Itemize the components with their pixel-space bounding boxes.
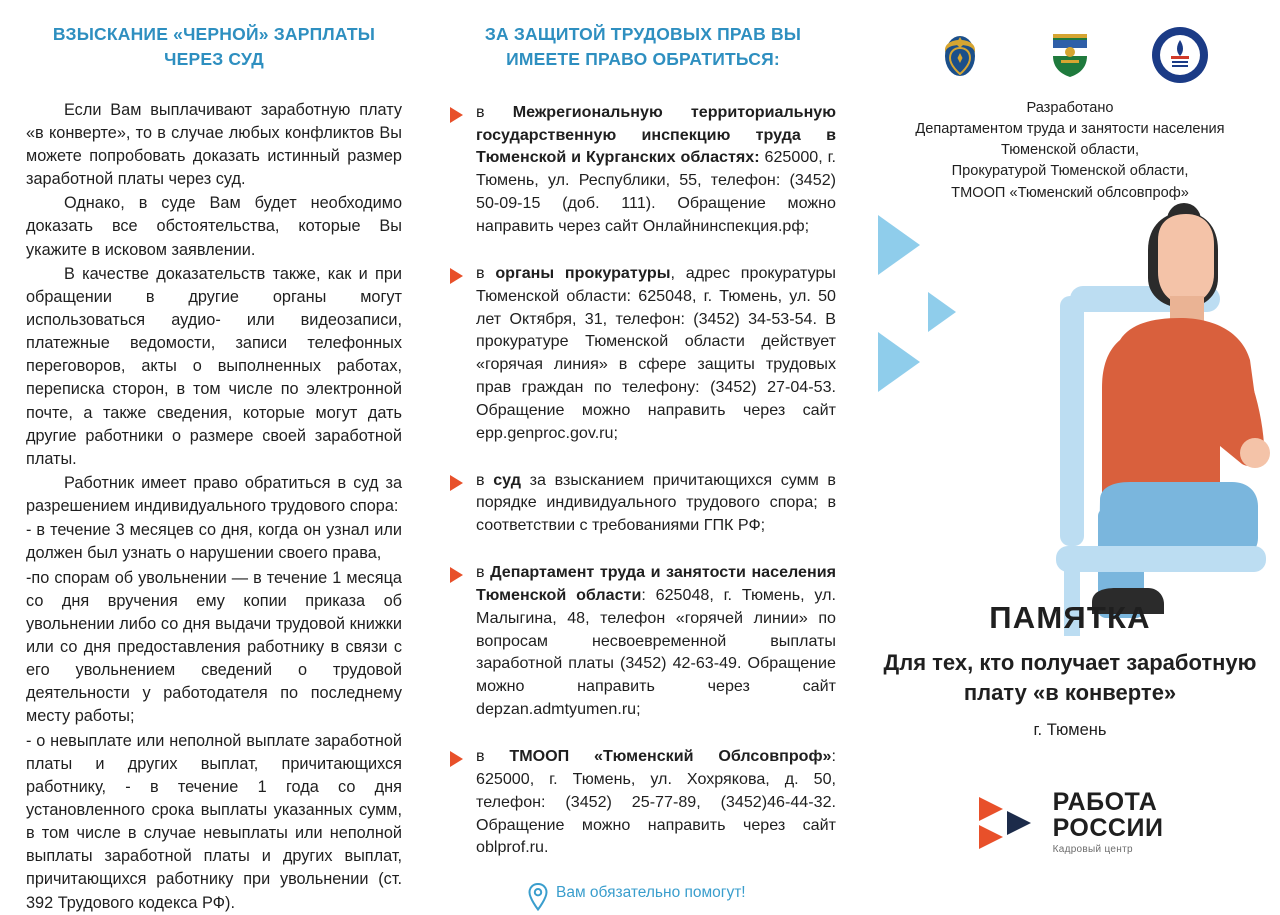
list-item-text	[476, 101, 836, 238]
column-right	[860, 0, 1280, 906]
illustration-seated-woman	[952, 178, 1280, 638]
logo-line-2: РОССИИ	[1052, 813, 1164, 842]
developed-by-text: Разработано Департаментом труда и занятости населения Тюменской области, Прокуратурой Тюменской области, ТМООП «Тюменский облсовпроф»	[915, 100, 1225, 201]
prosecutor-emblem-icon	[931, 26, 989, 84]
map-pin-icon	[528, 883, 548, 911]
list-item-lead: в	[476, 747, 510, 765]
triangle-bullet-icon	[450, 745, 468, 859]
list-item	[450, 561, 836, 721]
rabota-rossii-mark-icon	[977, 795, 1039, 851]
list-item-lead: в	[476, 470, 494, 489]
memo-title: ПАМЯТКА	[989, 600, 1151, 635]
triangle-bullet-icon	[450, 561, 468, 721]
trade-union-fnpr-emblem-icon	[1151, 26, 1209, 84]
list-item-bold: суд	[493, 470, 521, 489]
help-note-text: Вам обязательно помогут!	[556, 884, 746, 902]
tyumen-region-coat-of-arms-icon	[1041, 26, 1099, 84]
decorative-triangle-icon	[878, 332, 920, 392]
list-item-rest: : 625000, г. Тюмень, ул. Хохрякова, д. 50, телефон: (3452) 25-77-89, (3452)46-44-32. Обращение можно направить через сайт oblprof.ru.	[476, 747, 836, 857]
list-item-lead: в	[476, 263, 496, 282]
list-item	[450, 101, 836, 238]
column-middle-title: ЗА ЗАЩИТОЙ ТРУДОВЫХ ПРАВ ВЫ ИМЕЕТЕ ПРАВО ОБРАТИТЬСЯ:	[484, 24, 802, 70]
memo-city: г. Тюмень	[1033, 721, 1107, 740]
paragraph: -по спорам об увольнении — в течение 1 месяца со дня вручения ему копии приказа об увольнении либо со дня выдачи трудовой книжки или со дня предоставления работнику в связи с его увольнением сведений о трудовой деятельности у работодателя по последнему месту работы;	[26, 568, 402, 726]
list-item	[450, 745, 836, 859]
logo-line-1: РАБОТА	[1052, 788, 1158, 816]
list-item-text	[476, 262, 836, 445]
help-note	[528, 883, 836, 911]
list-item-bold: Департамент труда и занятости населения Тюменской области	[476, 563, 837, 604]
list-item	[450, 262, 836, 445]
list-item-lead: в	[476, 102, 513, 121]
list-item-text	[476, 745, 836, 859]
triangle-bullet-icon	[450, 101, 468, 238]
memo-block	[860, 600, 1280, 740]
list-item-text	[476, 469, 836, 538]
paragraph: Однако, в суде Вам будет необходимо доказать все обстоятельства, которые Вы укажите в исковом заявлении.	[26, 194, 402, 259]
logo-line-3: Кадровый центр	[1052, 844, 1133, 855]
rabota-rossii-logo	[860, 790, 1280, 855]
paragraph: Работник имеет право обратиться в суд за разрешением индивидуального трудового спора:	[26, 474, 402, 516]
paragraph: Если Вам выплачивают заработную плату «в конверте», то в случае любых конфликтов Вы можете попробовать доказать истинный размер заработной платы через суд.	[26, 100, 402, 189]
list-item-rest: 625000, г. Тюмень, ул. Республики, 55, телефон: (3452) 50-09-15 (доб. 111). Обращение можно направить через сайт Онлайнинспекция.рф;	[476, 148, 837, 235]
decorative-triangle-icon	[878, 215, 920, 275]
paragraph: - о невыплате или неполной выплате заработной платы и других выплат, причитающихся работнику, - в течение 1 года со дня установленного срока выплаты указанных сумм, в том числе в случае невыплаты или неполной выплаты заработной платы и других выплат, причитающихся работнику при увольнении (ст. 392 Трудового кодекса РФ).	[26, 731, 402, 912]
rabota-rossii-wordmark	[1053, 790, 1164, 855]
list-item-rest: , адрес прокуратуры Тюменской области: 625048, г. Тюмень, ул. 50 лет Октября, 31, телефон: (3452) 34-53-54. В прокуратуре Тюменской области действует «горячая линия» в сфере защиты трудовых прав граждан по телефону: (3452) 27-04-53. Обращение можно направить через сайт epp.genproc.gov.ru;	[476, 263, 836, 442]
list-item-rest: : 625048, г. Тюмень, ул. Малыгина, 48, телефон «горячей линии» по вопросам несвоевременной выплаты заработной платы (3452) 42-63-49. Обращение можно направить через сайт depzan.admtyumen.ru;	[476, 585, 836, 719]
triangle-bullet-icon	[450, 262, 468, 445]
triangle-bullet-icon	[450, 469, 468, 538]
list-item-rest: за взысканием причитающихся сумм в порядке индивидуального трудового спора; в соответствии с требованиями ГПК РФ;	[476, 470, 836, 535]
memo-subtitle: Для тех, кто получает заработную плату «в конверте»	[883, 650, 1257, 705]
list-item-text	[476, 561, 836, 721]
paragraph: В качестве доказательств также, как и при обращении в другие органы могут использоваться аудио- или видеозаписи, платежные ведомости, записи телефонных переговоров, акты о выполненных работах, переписка сторон, в том числе по электронной почте, а также сведения, которые могут дать другие работники о размере своей заработной платы.	[26, 264, 402, 468]
column-left-title: ВЗЫСКАНИЕ «ЧЕРНОЙ» ЗАРПЛАТЫ ЧЕРЕЗ СУД	[52, 24, 376, 70]
paragraph: - в течение 3 месяцев со дня, когда он узнал или должен был узнать о нарушении своего права,	[26, 521, 402, 563]
list-item-bold: Межрегиональную территориальную государственную инспекцию труда в Тюменской и Курганских областях:	[476, 102, 836, 167]
list-item-bold: органы прокуратуры	[495, 263, 671, 282]
list-item-bold: ТМООП «Тюменский Облсовпроф»	[509, 747, 832, 765]
list-item-lead: в	[476, 563, 491, 582]
emblem-row	[860, 0, 1280, 98]
column-left	[0, 0, 430, 912]
column-middle	[430, 0, 860, 906]
list-item	[450, 469, 836, 538]
